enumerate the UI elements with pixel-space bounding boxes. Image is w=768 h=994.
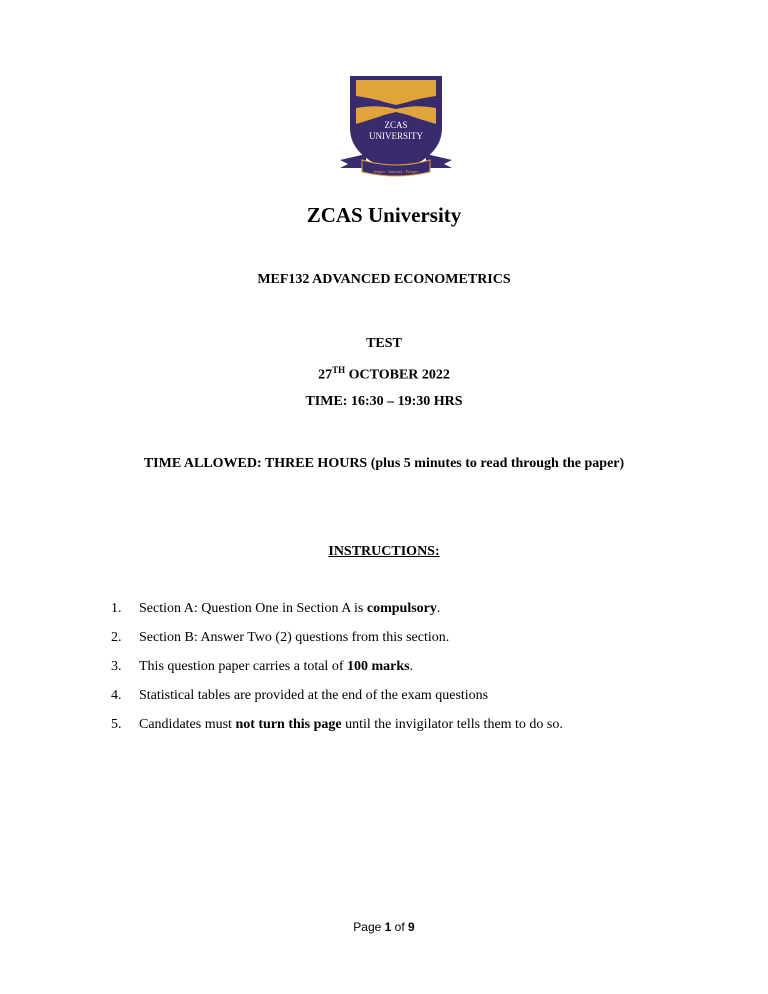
logo-line1: ZCAS	[384, 120, 408, 130]
page-word: Page	[353, 920, 385, 934]
instruction-item	[111, 630, 563, 659]
instructions-list	[111, 601, 563, 746]
instruction-item	[111, 717, 563, 746]
page-footer	[0, 920, 768, 934]
instruction-bold: 100 marks	[346, 659, 410, 674]
instructions-title: INSTRUCTIONS:	[328, 544, 440, 559]
exam-date	[0, 365, 768, 384]
instruction-text: Statistical tables are provided at the end of the exam questions	[139, 688, 489, 703]
instruction-text: Candidates must	[139, 717, 236, 732]
instruction-number: 1.	[111, 601, 122, 616]
instruction-bold: compulsory	[366, 601, 437, 616]
page-total: 9	[408, 920, 415, 934]
instruction-text: Section A: Question One in Section A is	[139, 601, 367, 616]
exam-time: TIME: 16:30 – 19:30 HRS	[305, 394, 463, 409]
course-title: MEF132 ADVANCED ECONOMETRICS	[257, 272, 511, 287]
logo-motto: Inspire · Innovate · Prosper	[374, 169, 418, 174]
instruction-bold: not turn this page	[235, 717, 342, 732]
logo-line2: UNIVERSITY	[369, 131, 423, 141]
instruction-number: 4.	[111, 688, 122, 703]
instruction-item	[111, 659, 563, 688]
instruction-tail: .	[409, 659, 414, 674]
date-rest: OCTOBER 2022	[345, 367, 450, 383]
instruction-item	[111, 601, 563, 630]
date-day: 27	[318, 367, 333, 383]
instruction-tail: .	[436, 601, 441, 616]
instruction-text: This question paper carries a total of	[139, 659, 347, 674]
date-suffix: TH	[332, 365, 346, 375]
of-word: of	[391, 920, 409, 934]
instruction-number: 5.	[111, 717, 122, 732]
instruction-number: 3.	[111, 659, 122, 674]
instruction-number: 2.	[111, 630, 122, 645]
page-number: 1	[384, 920, 392, 934]
university-name: ZCAS University	[306, 203, 462, 227]
instruction-tail: until the invigilator tells them to do so.	[341, 717, 563, 732]
time-allowed: TIME ALLOWED: THREE HOURS (plus 5 minutes to read through the paper)	[143, 456, 625, 471]
university-logo	[336, 72, 456, 180]
test-label: TEST	[366, 336, 402, 351]
instruction-item	[111, 688, 563, 717]
instruction-text: Section B: Answer Two (2) questions from this section.	[139, 630, 450, 645]
